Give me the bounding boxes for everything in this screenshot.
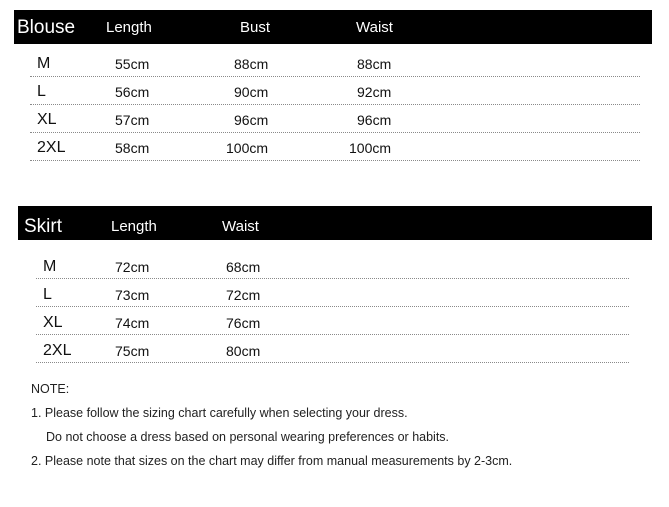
skirt-column-length: Length [111,218,157,235]
row-divider [30,160,640,161]
note-line-1: 1. Please follow the sizing chart carefully when selecting your dress. [31,406,408,420]
blouse-row-l [0,78,669,105]
note-heading: NOTE: [31,382,70,396]
row-divider [36,278,629,279]
skirt-column-waist: Waist [222,218,259,235]
bust-value: 96cm [234,112,269,128]
blouse-row-xl [0,106,669,133]
row-divider [36,334,629,335]
bust-value: 88cm [234,56,269,72]
size-label: M [43,258,57,275]
size-label: 2XL [43,342,72,359]
skirt-table-header [18,206,652,240]
length-value: 72cm [115,259,150,275]
skirt-row-xl [0,309,669,336]
length-value: 55cm [115,56,150,72]
blouse-column-waist: Waist [356,19,393,36]
waist-value: 80cm [226,343,261,359]
skirt-row-l [0,281,669,308]
blouse-column-bust: Bust [240,19,271,36]
size-label: L [37,83,46,100]
length-value: 57cm [115,112,150,128]
length-value: 58cm [115,140,150,156]
blouse-column-length: Length [106,19,152,36]
size-label: XL [37,111,57,128]
length-value: 74cm [115,315,150,331]
row-divider [36,362,629,363]
row-divider [30,104,640,105]
note-line-3: 2. Please note that sizes on the chart may differ from manual measurements by 2-3cm. [31,454,513,468]
blouse-title: Blouse [17,17,76,38]
blouse-row-2xl [0,134,669,161]
row-divider [36,306,629,307]
length-value: 73cm [115,287,150,303]
length-value: 75cm [115,343,150,359]
skirt-title: Skirt [24,216,62,237]
waist-value: 100cm [349,140,392,156]
size-label: L [43,286,52,303]
bust-value: 90cm [234,84,269,100]
waist-value: 92cm [357,84,392,100]
waist-value: 88cm [357,56,392,72]
waist-value: 76cm [226,315,261,331]
row-divider [30,132,640,133]
blouse-table-header [14,10,652,44]
size-label: 2XL [37,139,66,156]
skirt-row-m [0,253,669,280]
size-label: XL [43,314,63,331]
length-value: 56cm [115,84,150,100]
size-label: M [37,55,51,72]
skirt-row-2xl [0,337,669,364]
waist-value: 96cm [357,112,392,128]
row-divider [30,76,640,77]
waist-value: 68cm [226,259,261,275]
bust-value: 100cm [226,140,269,156]
waist-value: 72cm [226,287,261,303]
blouse-row-m [0,50,669,77]
note-line-2: Do not choose a dress based on personal wearing preferences or habits. [46,430,450,444]
